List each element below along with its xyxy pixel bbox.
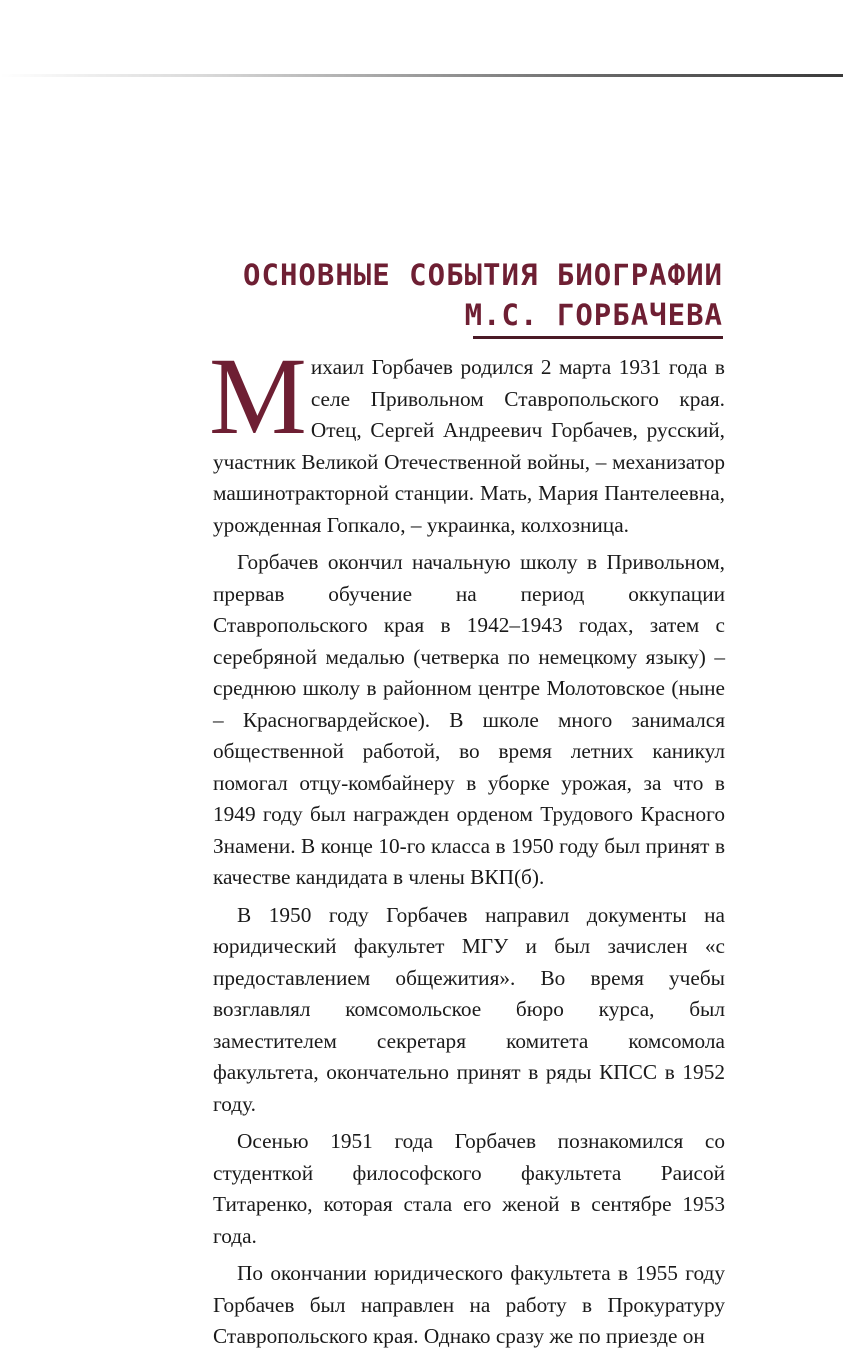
paragraph-3: В 1950 году Горбачев направил документы на юридический факультет МГУ и был зачислен «с предоставлением общежития». Во время учебы возглавлял комсомольское бюро курса, был заместителем секретаря комитета комсомола факультета, окончательно принят в ряды КПСС в 1952 году. bbox=[213, 902, 725, 1116]
dropcap: М bbox=[209, 335, 307, 457]
paragraph-4: Осенью 1951 года Горбачев познакомился со студенткой философского факультета Раисой Титаренко, которая стала его женой в сентябре 1953 года. bbox=[213, 1129, 725, 1248]
article-body bbox=[209, 335, 725, 1359]
title-underline bbox=[473, 336, 723, 339]
title-line-1: ОСНОВНЫЕ СОБЫТИЯ БИОГРАФИИ bbox=[243, 258, 723, 292]
paragraph-1-text: ихаил Горбачев родился 2 марта 1931 года в селе Привольном Ставропольского края. Отец, Сергей Андреевич Горбачев, русский, участник Великой Отечественной войны, – механизатор машинотракторной станции. Мать, Мария Пантелеевна, урожденная Гопкало, – украинка, колхозница. bbox=[213, 355, 725, 537]
paragraph-5: По окончании юридического факультета в 1955 году Горбачев был направлен на работу в Прокуратуру Ставропольского края. Однако сразу же по приезде он bbox=[213, 1261, 725, 1348]
paragraph-1 bbox=[209, 335, 725, 541]
paragraph-2: Горбачев окончил начальную школу в Привольном, прервав обучение на период оккупации Ставропольского края в 1942–1943 годах, затем с серебряной медалью (четверка по немецкому языку) – среднюю школу в районном центре Молотовское (ныне – Красногвардейское). В школе много занимался общественной работой, во время летних каникул помогал отцу-комбайнеру в уборке урожая, за что в 1949 году был награжден орденом Трудового Красного Знамени. В конце 10-го класса в 1950 году был принят в качестве кандидата в члены ВКП(б). bbox=[213, 550, 725, 889]
page-title bbox=[243, 255, 723, 339]
title-line-2: М.С. ГОРБАЧЕВА bbox=[464, 298, 723, 332]
top-rule bbox=[0, 74, 843, 77]
